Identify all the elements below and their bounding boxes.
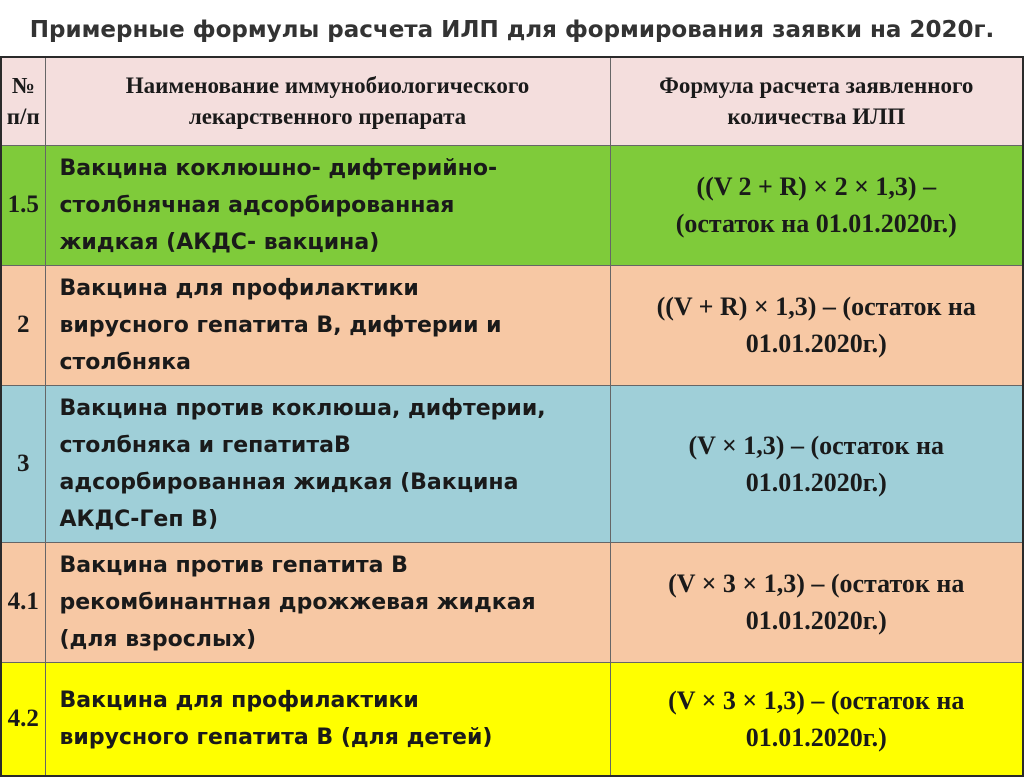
formula: ((V + R) × 1,3) – (остаток на 01.01.2020г.)	[610, 265, 1023, 385]
vaccine-name: Вакцина коклюшно- дифтерийно- столбнячная адсорбированная жидкая (АКДС- вакцина)	[45, 145, 610, 265]
row-number: 3	[1, 385, 45, 542]
header-num: № п/п	[1, 57, 45, 145]
vaccine-name: Вакцина против гепатита В рекомбинантная дрожжевая жидкая (для взрослых)	[45, 542, 610, 662]
table-header-row	[1, 57, 1023, 145]
formula: (V × 1,3) – (остаток на 01.01.2020г.)	[610, 385, 1023, 542]
vaccine-formula-table	[0, 56, 1024, 777]
row-number: 2	[1, 265, 45, 385]
vaccine-name: Вакцина против коклюша, дифтерии, столбняка и гепатитаВ адсорбированная жидкая (Вакцина АКДС-Геп В)	[45, 385, 610, 542]
header-name: Наименование иммунобиологического лекарственного препарата	[45, 57, 610, 145]
table-row	[1, 662, 1023, 776]
table-row	[1, 265, 1023, 385]
table-row	[1, 542, 1023, 662]
page-title: Примерные формулы расчета ИЛП для формирования заявки на 2020г.	[29, 17, 995, 43]
row-number: 1.5	[1, 145, 45, 265]
table-row	[1, 145, 1023, 265]
table-row	[1, 385, 1023, 542]
formula: (V × 3 × 1,3) – (остаток на 01.01.2020г.)	[610, 542, 1023, 662]
header-formula: Формула расчета заявленного количества ИЛП	[610, 57, 1023, 145]
vaccine-name: Вакцина для профилактики вирусного гепатита В, дифтерии и столбняка	[45, 265, 610, 385]
formula: (V × 3 × 1,3) – (остаток на 01.01.2020г.)	[610, 662, 1023, 776]
row-number: 4.2	[1, 662, 45, 776]
vaccine-name: Вакцина для профилактики вирусного гепатита В (для детей)	[45, 662, 610, 776]
row-number: 4.1	[1, 542, 45, 662]
formula: ((V 2 + R) × 2 × 1,3) – (остаток на 01.01.2020г.)	[610, 145, 1023, 265]
